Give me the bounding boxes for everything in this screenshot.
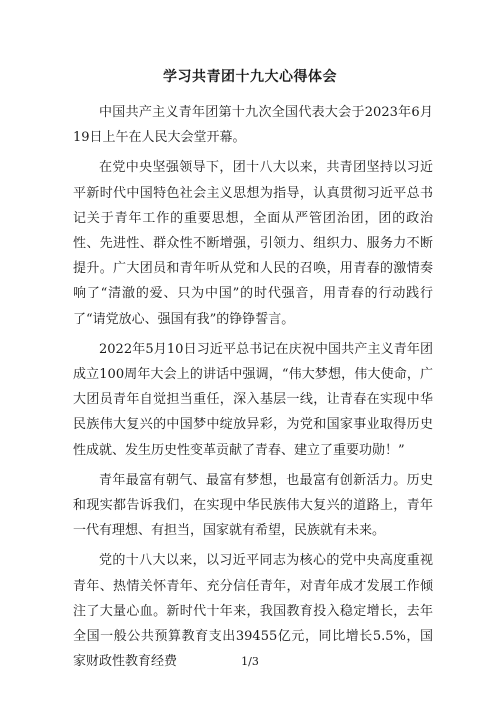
document-body	[73, 100, 433, 679]
paragraph: 党的十八大以来，以习近平同志为核心的党中央高度重视青年、热情关怀青年、充分信任青年，对青年成才发展工作倾注了大量心血。新时代十年来，我国教育投入稳定增长，去年全国一般公共预算教育支出39455亿元，同比增长5.5%，国家财政性教育经费	[73, 553, 433, 670]
document-title: 学习共青团十九大心得体会	[163, 69, 337, 85]
paragraph: 在党中央坚强领导下，团十八大以来，共青团坚持以习近平新时代中国特色社会主义思想为指导，认真贯彻习近平总书记关于青年工作的重要思想，全面从严管团治团，团的政治性、先进性、群众性不断增强，引领力、组织力、服务力不断提升。广大团员和青年听从党和人民的召唤，用青春的激情奏响了“清澈的爱、只为中国”的时代强音，用青春的行动践行了“请党放心、强国有我”的铮铮誓言。	[73, 160, 433, 327]
page-number: 1/3	[241, 655, 259, 668]
paragraph: 青年最富有朝气、最富有梦想，也最富有创新活力。历史和现实都告诉我们，在实现中华民族伟大复兴的道路上，青年一代有理想、有担当，国家就有希望，民族就有未来。	[73, 472, 433, 539]
paragraph: 2022年5月10日习近平总书记在庆祝中国共产主义青年团成立100周年大会上的讲话中强调，“伟大梦想，伟大使命，广大团员青年自觉担当重任，深入基层一线，让青春在实现中华民族伟大复兴的中国梦中绽放异彩，为党和国家事业取得历史性成就、发生历史性变革贡献了青春、建立了重要功勋！”	[73, 341, 433, 458]
paragraph: 中国共产主义青年团第十九次全国代表大会于2023年6月19日上午在人民大会堂开幕。	[73, 105, 433, 146]
